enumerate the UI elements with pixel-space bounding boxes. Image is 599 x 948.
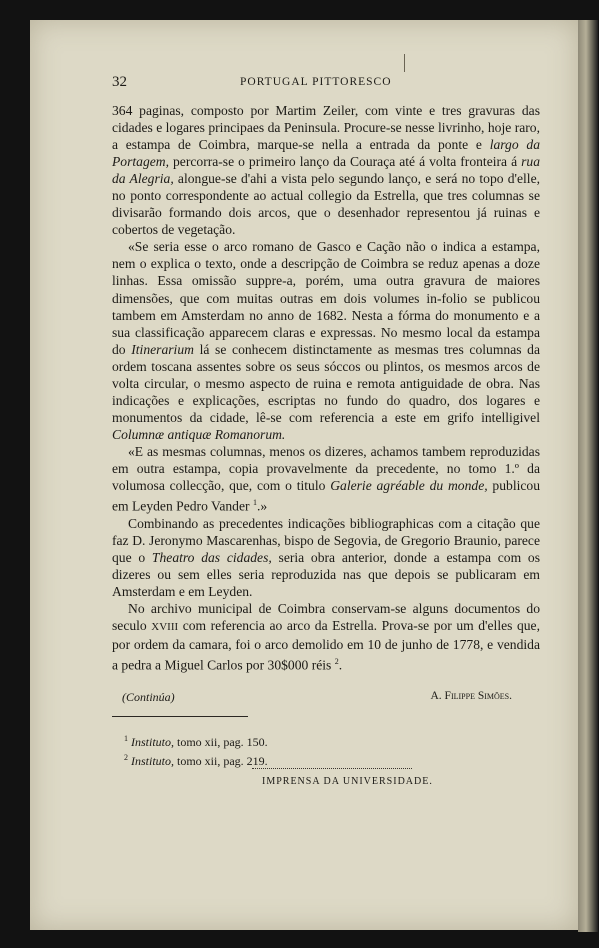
text-run: percorra-se o primeiro lanço da Couraça até á volta fronteira á — [169, 154, 522, 170]
text-run: lá se conhecem distinctamente as mesmas tres columnas da ordem toscana assentes sobre os seus sóccos ou plintos, os mesmos arcos de volta circular, o mesmo aspecto de ruina e remota antiguidade de obra. Nas indicações e explicações, escriptas no fundo do quadro, dos logares e monumentos da cidade, lê-se com referencia a este em grifo intelligivel — [112, 341, 540, 425]
italic-text: largo da Portagem, — [112, 137, 540, 170]
paragraph — [112, 102, 540, 238]
page-edge — [578, 20, 598, 932]
author-signature: A. Filippe Simões. — [430, 690, 512, 702]
continua-label: (Continúa) — [122, 690, 175, 704]
footnote-work: Instituto, — [131, 754, 175, 768]
footnotes — [124, 731, 268, 769]
text-run: . — [338, 657, 343, 673]
text-run: alongue-se d'ahi a vista pelo segundo lanço, e será no topo d'elle, no ponto correspondente ao actual collegio da Estrella, que tres columnas se divisarão formando dois arcos, que o desenhador representou já ruinas e cobertos de vegetação. — [112, 171, 540, 238]
footnote-rule — [112, 716, 248, 717]
italic-text: Columnæ antiquæ Romanorum. — [112, 426, 286, 442]
footnote-number: 1 — [124, 734, 128, 743]
footnote-1 — [124, 731, 268, 750]
text-run: Combinando as precedentes indicações bibliographicas com a citação que faz D. Jeronymo Mascarenhas, bispo de Segovia, de Gregorio Braunio, parece que o — [112, 515, 540, 565]
text-run: com referencia ao arco da Estrella. Prova-se por um d'elles que, por ordem da camara, foi o arco demolido em 10 de junho de 1778, e vendida a pedra a Miguel Carlos por 30$000 réis — [112, 617, 540, 673]
footnote-number: 2 — [124, 753, 128, 762]
body-text — [112, 102, 540, 674]
italic-text: Galerie agréable du monde, — [330, 478, 488, 494]
text-run: «Se seria esse o arco romano de Gasco e Cação não o indica a estampa, nem o explica o texto, onde a descripção de Coimbra se reduz apenas a doze linhas. Essa omissão suppre-a, porém, uma outra gravura de maiores dimensões, que com muitas outras em dois volumes in-folio se publicou tambem em Amsterdam no anno de 1682. Nesta a fórma do monumento e a sua classificação apparecem claras e expressas. No mesmo local da estampa do — [112, 239, 540, 357]
page-number: 32 — [112, 74, 127, 90]
footnote-reference: tomo xii, pag. 219. — [174, 754, 268, 768]
text-run: 364 paginas, composto por Martim Zeiler, com vinte e tres gravuras das cidades e logares principaes da Peninsula. Procure-se nesse livrinho, hoje raro, a estampa de Coimbra, marque-se nella a entrada da ponte e — [112, 103, 540, 153]
italic-text: rua da Alegria, — [112, 154, 540, 187]
paragraph — [112, 600, 540, 674]
italic-text: Itinerarium — [131, 341, 194, 357]
page-mark — [404, 54, 405, 72]
footnote-marker: 1 — [252, 498, 257, 508]
text-run: publicou em Leyden Pedro Vander — [112, 478, 540, 514]
footnote-2 — [124, 750, 268, 769]
footnote-work: Instituto, — [131, 735, 175, 749]
running-title: PORTUGAL PITTORESCO — [240, 76, 392, 88]
paragraph — [112, 238, 540, 443]
paragraph — [112, 515, 540, 600]
text-run: No archivo municipal de Coimbra conservam-se alguns documentos do seculo — [112, 600, 540, 633]
footnote-reference: tomo xii, pag. 150. — [174, 735, 268, 749]
italic-text: Theatro das cidades, — [151, 549, 272, 565]
text-run: seria obra anterior, donde a estampa com os dizeres ou sem elles seria reproduzida nas que depois se publicaram em Amsterdam e em Leyden. — [112, 549, 540, 599]
text-run: «E as mesmas columnas, menos os dizeres, achamos tambem reproduzidas em outra estampa, copia provavelmente da precedente, no tomo 1.º da volumosa collecção, que, com o titulo — [112, 443, 540, 494]
footnote-marker: 2 — [334, 657, 339, 667]
paragraph — [112, 443, 540, 515]
ornamental-rule — [252, 768, 412, 775]
imprint-line: IMPRENSA DA UNIVERSIDADE. — [262, 776, 433, 787]
text-run: XVIII — [151, 620, 179, 633]
text-run: .» — [256, 498, 268, 514]
